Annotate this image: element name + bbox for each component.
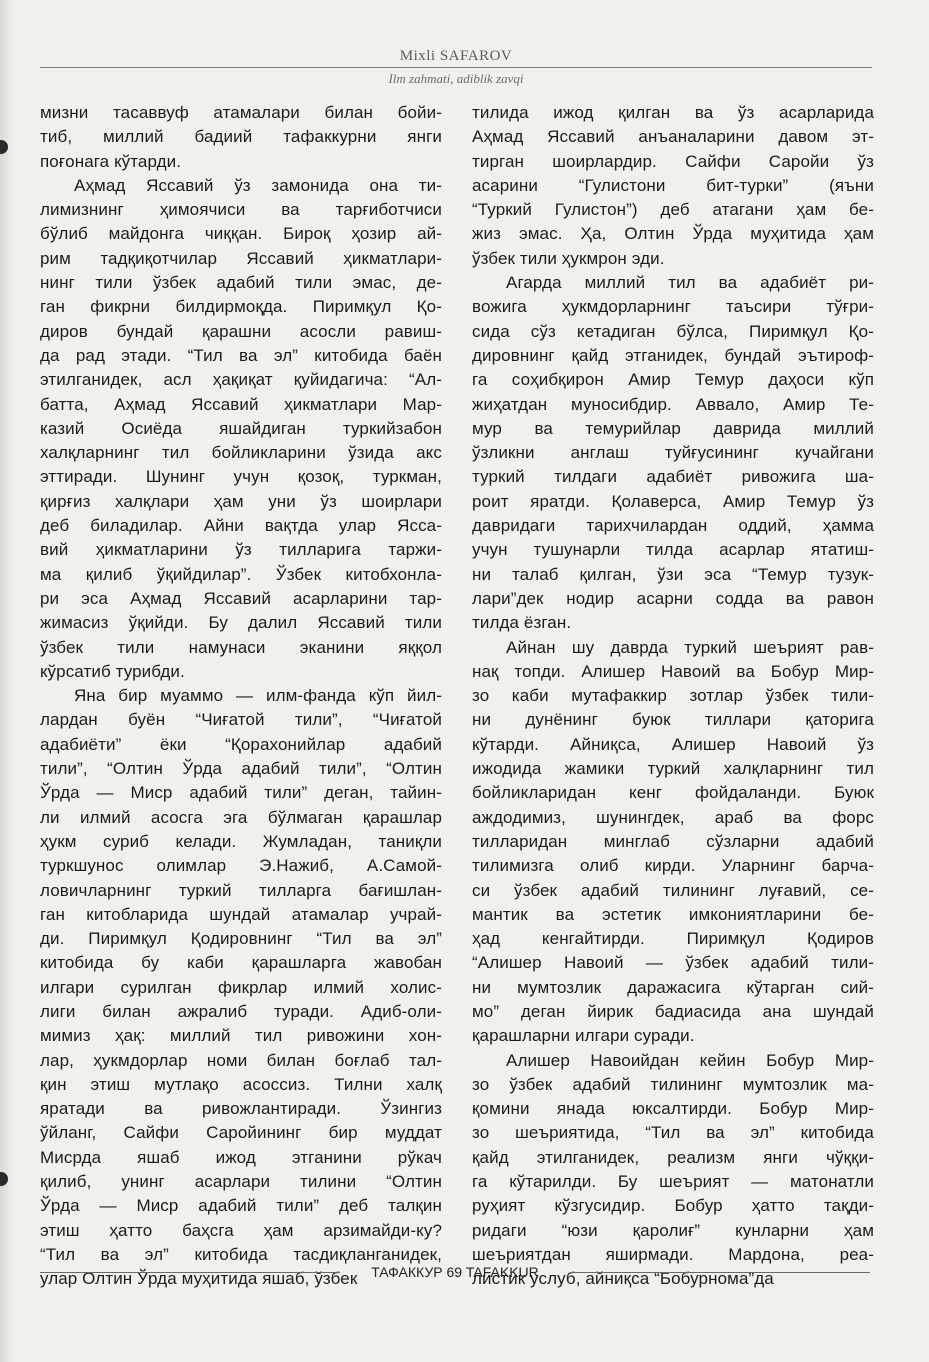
text-line: шеъриятдан яширмади. Мардона, реа- xyxy=(472,1244,874,1264)
text-line: лимизнинг ҳимоячиси ва тарғиботчиси xyxy=(40,200,442,220)
text-line: тили”, “Олтин Ўрда адабий тили”, “Олтин xyxy=(40,759,442,779)
text-line: лардан буён “Чиғатой тили”, “Чиғатой xyxy=(40,710,442,730)
header-author: Mixli SAFAROV xyxy=(399,48,513,64)
left-column xyxy=(40,101,442,1292)
text-line: илгари сурилган фикрлар илмий холис- xyxy=(40,977,442,997)
text-line: Агарда миллий тил ва адабиёт ри- xyxy=(506,273,874,293)
text-line: аждодимиз, шунингдек, араб ва форс xyxy=(472,807,874,827)
text-line: эттиради. Шунинг учун қозоқ, туркман, xyxy=(40,467,442,487)
page-edge xyxy=(0,0,14,1362)
text-line: жимасиз ўқийди. Бу далил Яссавий тили xyxy=(40,613,442,633)
text-line: улар Олтин Ўрда муҳитида яшаб, ўзбек xyxy=(40,1269,358,1289)
text-line: Айнан шу даврда туркий шеърият рав- xyxy=(506,637,874,657)
text-line: бўлиб майдонга чиққан. Бироқ ҳозир ай- xyxy=(40,224,442,244)
text-line: поғонага кўтарди. xyxy=(40,151,182,171)
text-line: мо” деган йирик бадиасида ана шундай xyxy=(472,1001,874,1021)
text-line: Аҳмад Яссавий ўз замонида она ти- xyxy=(74,175,442,195)
text-line: кўтарди. Айниқса, Алишер Навоий ўз xyxy=(472,734,874,754)
text-line: кўрсатиб турибди. xyxy=(40,661,185,681)
text-line: нақ топди. Алишер Навоий ва Бобур Мир- xyxy=(472,661,874,681)
footer-rule xyxy=(570,1272,870,1273)
text-line: ли илмий асосга эга бўлмаган қарашлар xyxy=(40,807,442,827)
text-line: рим тадқиқотчилар Яссавий ҳикматлари- xyxy=(40,248,442,268)
text-line: этилганидек, асл ҳақиқат қуйидагича: “Ал- xyxy=(40,370,442,390)
text-line: туркшунос олимлар Э.Нажиб, А.Самой- xyxy=(40,856,442,876)
header-rule xyxy=(40,67,872,68)
text-line: жиҳатдан муносибдир. Аввало, Амир Те- xyxy=(472,394,874,414)
text-line: си ўзбек адабий тилининг луғавий, се- xyxy=(472,880,874,900)
text-line: Ўрда — Миср адабий тили” деган, тайин- xyxy=(40,783,442,803)
text-line: қирғиз халқлари ҳам уни ўз шоирлари xyxy=(40,491,442,511)
text-line: вожига ҳукмдорларнинг таъсири тўғри- xyxy=(472,297,874,317)
text-line: ган фикрни билдирмоқда. Пиримқул Қо- xyxy=(40,297,442,317)
text-line: диров бундай қарашни асосли равиш- xyxy=(40,321,442,341)
text-line: мур ва темурийлар даврида миллий xyxy=(472,418,874,438)
text-line: зо каби мутафаккир зотлар ўзбек тили- xyxy=(472,686,874,706)
text-line: зо шеъриятида, “Тил ва эл” китобида xyxy=(472,1123,874,1143)
text-line: қилиб, унинг асарлари тилини “Олтин xyxy=(40,1172,442,1192)
text-line: “Тил ва эл” китобида тасдиқланганидек, xyxy=(40,1244,442,1264)
text-line: ма қилиб ўқийдилар”. Ўзбек китобхонла- xyxy=(40,564,442,584)
text-line: тилида ижод қилган ва ўз асарларида xyxy=(472,103,874,122)
text-line: “Алишер Навоий — ўзбек адабий тили- xyxy=(472,953,874,973)
text-line: ижодида жамики туркий халқларнинг тил xyxy=(472,759,874,779)
text-line: ўйланг, Сайфи Саройининг бир муддат xyxy=(40,1123,442,1143)
text-line: туркий тилдаги адабиёт ривожига ша- xyxy=(472,467,874,487)
text-line: дировнинг қайд этганидек, бундай эътироф- xyxy=(472,345,874,365)
right-column xyxy=(472,101,874,1292)
text-line: бойликларидан кенг фойдаланди. Буюк xyxy=(472,783,874,803)
text-line: ўзликни англаш туйғусининг кучайгани xyxy=(472,443,874,463)
text-line: қайд этилганидек, реализм янги чўққи- xyxy=(472,1147,874,1167)
text-line: лар, ҳукмдорлар номи билан боғлаб тал- xyxy=(40,1050,442,1070)
text-line: Мисрда яшаб ижод этганини рўкач xyxy=(40,1147,442,1167)
text-line: мизни тасаввуф атамалари билан бойи- xyxy=(40,103,442,122)
text-line: қарашларни илгари суради. xyxy=(472,1026,695,1046)
text-line: тиб, миллий бадиий тафаккурни янги xyxy=(40,127,442,147)
text-line: Ўрда — Миср адабий тили” деб талқин xyxy=(40,1196,442,1216)
text-line: роит яратди. Қолаверса, Амир Темур ўз xyxy=(472,491,874,511)
text-line: учун тушунарли тилда асарлар ятатиш- xyxy=(472,540,874,560)
text-line: руҳият кўзгусидир. Бобур ҳатто тақди- xyxy=(472,1196,874,1216)
text-line: лиги билан ажралиб туради. Адиб-оли- xyxy=(40,1001,442,1021)
text-line: ни мумтозлик даражасига кўтарган сий- xyxy=(472,977,874,997)
text-line: тилда ёзган. xyxy=(472,613,572,633)
text-line: ни талаб қилган, ўзи эса “Темур тузук- xyxy=(472,564,874,584)
text-line: ридаги “юзи қаролиғ” кунларни ҳам xyxy=(472,1220,874,1240)
text-line: Алишер Навоийдан кейин Бобур Мир- xyxy=(506,1050,874,1070)
text-line: ри эса Аҳмад Яссавий асарларини тар- xyxy=(40,588,442,608)
text-line: Аҳмад Яссавий анъаналарини давом эт- xyxy=(472,127,874,147)
text-line: мимиз ҳақ: миллий тил ривожини хон- xyxy=(40,1026,442,1046)
text-line: мантик ва эстетик имкониятларини бе- xyxy=(472,904,874,924)
text-line: қомини янада юксалтирди. Бобур Мир- xyxy=(472,1099,874,1119)
page-footer xyxy=(40,1262,872,1282)
text-line: казий Осиёда яшайдиган туркийзабон xyxy=(40,418,442,438)
text-line: давридаги тарихчилардан оддий, ҳамма xyxy=(472,516,874,536)
text-line: асарини “Гулистони бит-турки” (яъни xyxy=(472,175,874,195)
footer-rule xyxy=(40,1272,340,1273)
text-line: нинг тили ўзбек адабий тили эмас, де- xyxy=(40,273,442,293)
header-subtitle: Ilm zahmati, adiblik zavqi xyxy=(388,71,524,86)
text-line: ҳукм суриб келади. Жумладан, таниқли xyxy=(40,831,442,851)
text-line: қин этиш мутлақо асоссиз. Тилни халқ xyxy=(40,1074,442,1094)
text-line: тирган шоирлардир. Сайфи Саройи ўз xyxy=(472,151,874,171)
text-line: ни дунёнинг буюк тиллари қаторига xyxy=(472,710,874,730)
text-line: ловичларнинг туркий тилларга бағишлан- xyxy=(40,880,442,900)
text-line: ди. Пиримқул Қодировнинг “Тил ва эл” xyxy=(40,929,442,949)
text-line: га соҳибқирон Амир Темур даҳоси кўп xyxy=(472,370,874,390)
running-header xyxy=(40,48,872,90)
text-line: ўзбек тили намунаси эканини яққол xyxy=(40,637,442,657)
text-line: халқларнинг тил бойликларини ўзида акс xyxy=(40,443,442,463)
text-line: “Туркий Гулистон”) деб атагани ҳам бе- xyxy=(472,200,874,220)
text-line: сида сўз кетадиган бўлса, Пиримқул Қо- xyxy=(472,321,874,341)
text-line: адабиёти” ёки “Қорахонийлар адабий xyxy=(40,734,442,754)
text-line: зо ўзбек адабий тилининг мумтозлик ма- xyxy=(472,1074,874,1094)
text-line: ўзбек тили ҳукмрон эди. xyxy=(472,248,665,268)
text-line: ҳад кенгайтирди. Пиримқул Қодиров xyxy=(472,929,874,949)
text-line: этиш ҳатто баҳсга ҳам арзимайди-ку? xyxy=(40,1220,442,1240)
footer-page-label: ТАФАККУР 69 TAFAKKUR xyxy=(371,1264,539,1280)
text-line: вий ҳикматларини ўз тилларига таржи- xyxy=(40,540,442,560)
text-line: ган китобларида шундай атамалар учрай- xyxy=(40,904,442,924)
text-line: деб биладилар. Айни вақтда улар Ясса- xyxy=(40,516,442,536)
text-line: жиз эмас. Ҳа, Олтин Ўрда муҳитида ҳам xyxy=(472,224,874,244)
text-line: га кўтарилди. Бу шеърият — матонатли xyxy=(472,1172,874,1192)
text-line: листик услуб, айниқса “Бобурнома”да xyxy=(472,1269,774,1289)
text-line: лари”дек нодир асарни содда ва равон xyxy=(472,588,874,608)
text-line: тилларидан минглаб сўзларни адабий xyxy=(472,831,874,851)
text-line: яратади ва ривожлантиради. Ўзингиз xyxy=(40,1099,442,1119)
text-line: китобида бу каби қарашларга жавобан xyxy=(40,953,442,973)
text-line: да рад этади. “Тил ва эл” китобида баён xyxy=(40,345,442,365)
text-line: батта, Аҳмад Яссавий ҳикматлари Мар- xyxy=(40,394,442,414)
text-line: тилимизга олиб кирди. Уларнинг барча- xyxy=(472,856,874,876)
text-line: Яна бир муаммо — илм-фанда кўп йил- xyxy=(74,686,442,706)
